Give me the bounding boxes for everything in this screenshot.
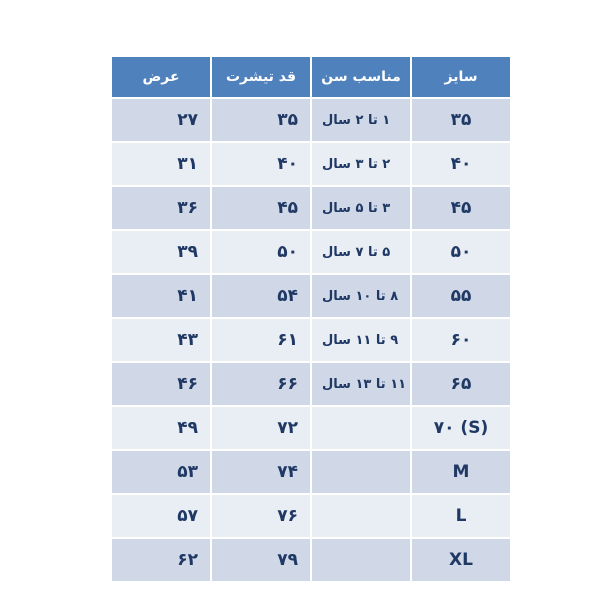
table-row [111,274,511,318]
header-row [111,56,511,98]
cell-age: ۱ تا ۲ سال [311,98,411,142]
table-row [111,406,511,450]
cell-length: ۷۲ [211,406,311,450]
cell-size: ۳۵ [411,98,511,142]
cell-width: ۳۹ [111,230,211,274]
cell-length: ۴۵ [211,186,311,230]
cell-length: ۷۹ [211,538,311,582]
table-row [111,318,511,362]
table-body [111,98,511,582]
header-size: سایز [411,56,511,98]
cell-size: M [411,450,511,494]
cell-length: ۴۰ [211,142,311,186]
cell-size: ۴۰ [411,142,511,186]
header-age: مناسب سن [311,56,411,98]
cell-size: ۵۵ [411,274,511,318]
cell-age: ۳ تا ۵ سال [311,186,411,230]
table-row [111,142,511,186]
cell-age: ۱۱ تا ۱۳ سال [311,362,411,406]
cell-width: ۵۷ [111,494,211,538]
cell-size: ۵۰ [411,230,511,274]
cell-size: ۴۵ [411,186,511,230]
header-width: عرض [111,56,211,98]
cell-age [311,406,411,450]
cell-width: ۴۱ [111,274,211,318]
table-row [111,450,511,494]
cell-age [311,450,411,494]
cell-length: ۶۶ [211,362,311,406]
cell-width: ۴۳ [111,318,211,362]
cell-size: ۷۰ (S) [411,406,511,450]
cell-size: XL [411,538,511,582]
table-row [111,98,511,142]
cell-age: ۸ تا ۱۰ سال [311,274,411,318]
cell-width: ۶۲ [111,538,211,582]
cell-size: ۶۵ [411,362,511,406]
table-row [111,186,511,230]
cell-width: ۴۹ [111,406,211,450]
cell-length: ۳۵ [211,98,311,142]
cell-age: ۵ تا ۷ سال [311,230,411,274]
table-row [111,538,511,582]
cell-width: ۵۳ [111,450,211,494]
table-row [111,362,511,406]
cell-width: ۳۱ [111,142,211,186]
table-row [111,494,511,538]
table-row [111,230,511,274]
cell-age [311,494,411,538]
cell-length: ۶۱ [211,318,311,362]
size-chart-table [110,55,512,583]
cell-length: ۷۶ [211,494,311,538]
cell-size: ۶۰ [411,318,511,362]
cell-age [311,538,411,582]
cell-age: ۹ تا ۱۱ سال [311,318,411,362]
header-length: قد تیشرت [211,56,311,98]
cell-age: ۲ تا ۳ سال [311,142,411,186]
cell-width: ۲۷ [111,98,211,142]
cell-width: ۴۶ [111,362,211,406]
cell-length: ۵۰ [211,230,311,274]
cell-length: ۷۴ [211,450,311,494]
cell-length: ۵۴ [211,274,311,318]
cell-width: ۳۶ [111,186,211,230]
cell-size: L [411,494,511,538]
